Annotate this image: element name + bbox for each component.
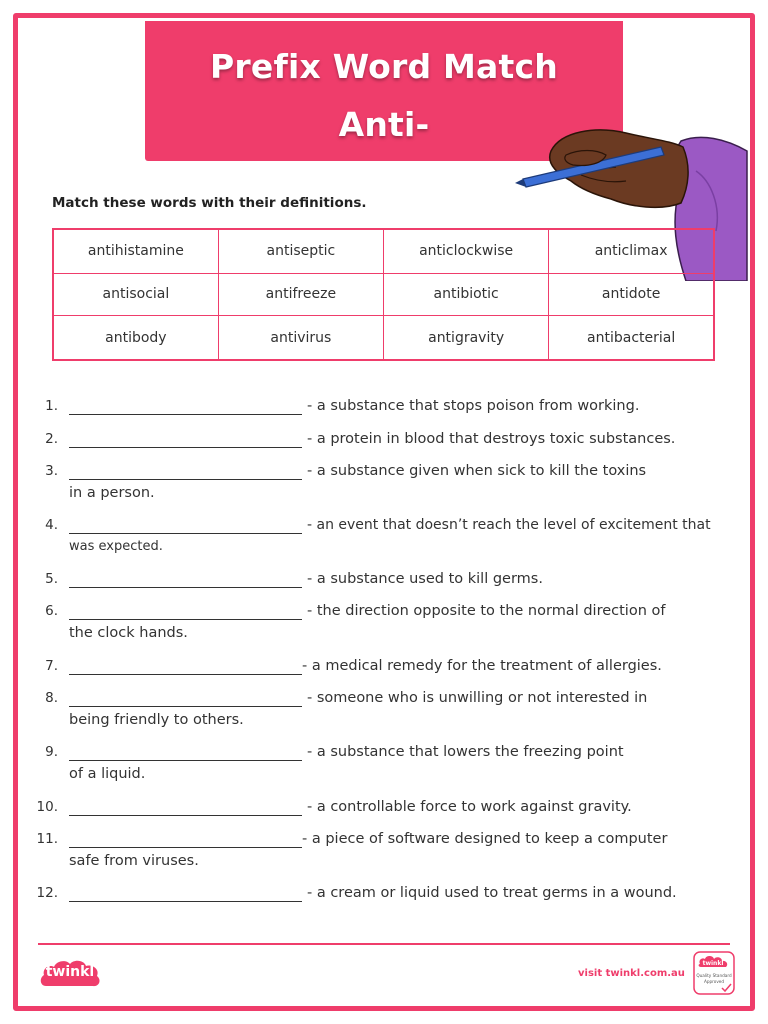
question-definition: - a cream or liquid used to treat germs in a wound.: [307, 885, 677, 901]
answer-blank[interactable]: [69, 800, 302, 816]
word-cell: antisocial: [53, 273, 218, 316]
answer-blank[interactable]: [69, 572, 302, 588]
visit-link[interactable]: visit twinkl.com.au: [578, 968, 685, 979]
question-definition: - a substance used to kill germs.: [307, 571, 543, 587]
question-number: 12.: [36, 885, 58, 901]
word-cell: antibody: [53, 316, 218, 360]
answer-blank[interactable]: [69, 399, 302, 415]
word-bank-row: [53, 316, 714, 360]
badge-line2: Approved: [703, 979, 725, 984]
answer-blank[interactable]: [69, 604, 302, 620]
question-number: 11.: [36, 831, 58, 847]
answer-blank[interactable]: [69, 832, 302, 848]
quality-badge: [692, 950, 736, 996]
question-definition: - an event that doesn’t reach the level of excitement that: [307, 517, 711, 533]
question-definition-continued: of a liquid.: [69, 766, 146, 782]
quality-badge-icon: [692, 950, 736, 996]
word-bank-row: [53, 273, 714, 316]
question-definition: - a protein in blood that destroys toxic substances.: [307, 431, 676, 447]
question-number: 4.: [45, 517, 58, 533]
question-number: 7.: [45, 658, 58, 674]
question-definition: - the direction opposite to the normal direction of: [307, 603, 666, 619]
worksheet-page: [13, 13, 755, 1011]
badge-line1: Quality Standard: [696, 973, 732, 978]
word-cell: antidote: [549, 273, 714, 316]
word-cell: antiseptic: [218, 229, 383, 273]
word-bank-table: [52, 228, 715, 361]
word-cell: antibiotic: [384, 273, 549, 316]
question-definition: - a controllable force to work against gravity.: [307, 799, 632, 815]
question-definition: - a piece of software designed to keep a computer: [302, 831, 668, 847]
answer-blank[interactable]: [69, 659, 302, 675]
question-number: 5.: [45, 571, 58, 587]
question-definition: - a substance that lowers the freezing point: [307, 744, 624, 760]
question-definition-continued: in a person.: [69, 485, 155, 501]
answer-blank[interactable]: [69, 745, 302, 761]
question-definition-continued: safe from viruses.: [69, 853, 199, 869]
footer-divider: [38, 943, 730, 945]
question-definition: - a substance that stops poison from working.: [307, 398, 640, 414]
word-cell: antifreeze: [218, 273, 383, 316]
question-definition-continued: being friendly to others.: [69, 712, 244, 728]
word-cell: antivirus: [218, 316, 383, 360]
question-number: 6.: [45, 603, 58, 619]
answer-blank[interactable]: [69, 432, 302, 448]
logo-text: twinkl: [45, 964, 95, 980]
question-definition-continued: was expected.: [69, 539, 163, 554]
question-number: 10.: [36, 799, 58, 815]
word-cell: anticlockwise: [384, 229, 549, 273]
question-definition: - someone who is unwilling or not interested in: [307, 690, 648, 706]
page-subtitle: Anti-: [338, 105, 430, 144]
question-definition: - a medical remedy for the treatment of allergies.: [302, 658, 662, 674]
word-cell: anticlimax: [549, 229, 714, 273]
word-cell: antihistamine: [53, 229, 218, 273]
answer-blank[interactable]: [69, 464, 302, 480]
page-title: Prefix Word Match: [210, 47, 558, 86]
question-number: 1.: [45, 398, 58, 414]
question-definition-continued: the clock hands.: [69, 625, 188, 641]
badge-title: twinkl: [702, 960, 724, 967]
answer-blank[interactable]: [69, 886, 302, 902]
instruction-text: Match these words with their definitions.: [52, 195, 367, 211]
twinkl-logo: [38, 956, 102, 992]
word-bank-row: [53, 229, 714, 273]
question-number: 2.: [45, 431, 58, 447]
answer-blank[interactable]: [69, 691, 302, 707]
word-cell: antigravity: [384, 316, 549, 360]
question-number: 3.: [45, 463, 58, 479]
question-number: 9.: [45, 744, 58, 760]
question-number: 8.: [45, 690, 58, 706]
answer-blank[interactable]: [69, 518, 302, 534]
word-cell: antibacterial: [549, 316, 714, 360]
question-definition: - a substance given when sick to kill the toxins: [307, 463, 647, 479]
